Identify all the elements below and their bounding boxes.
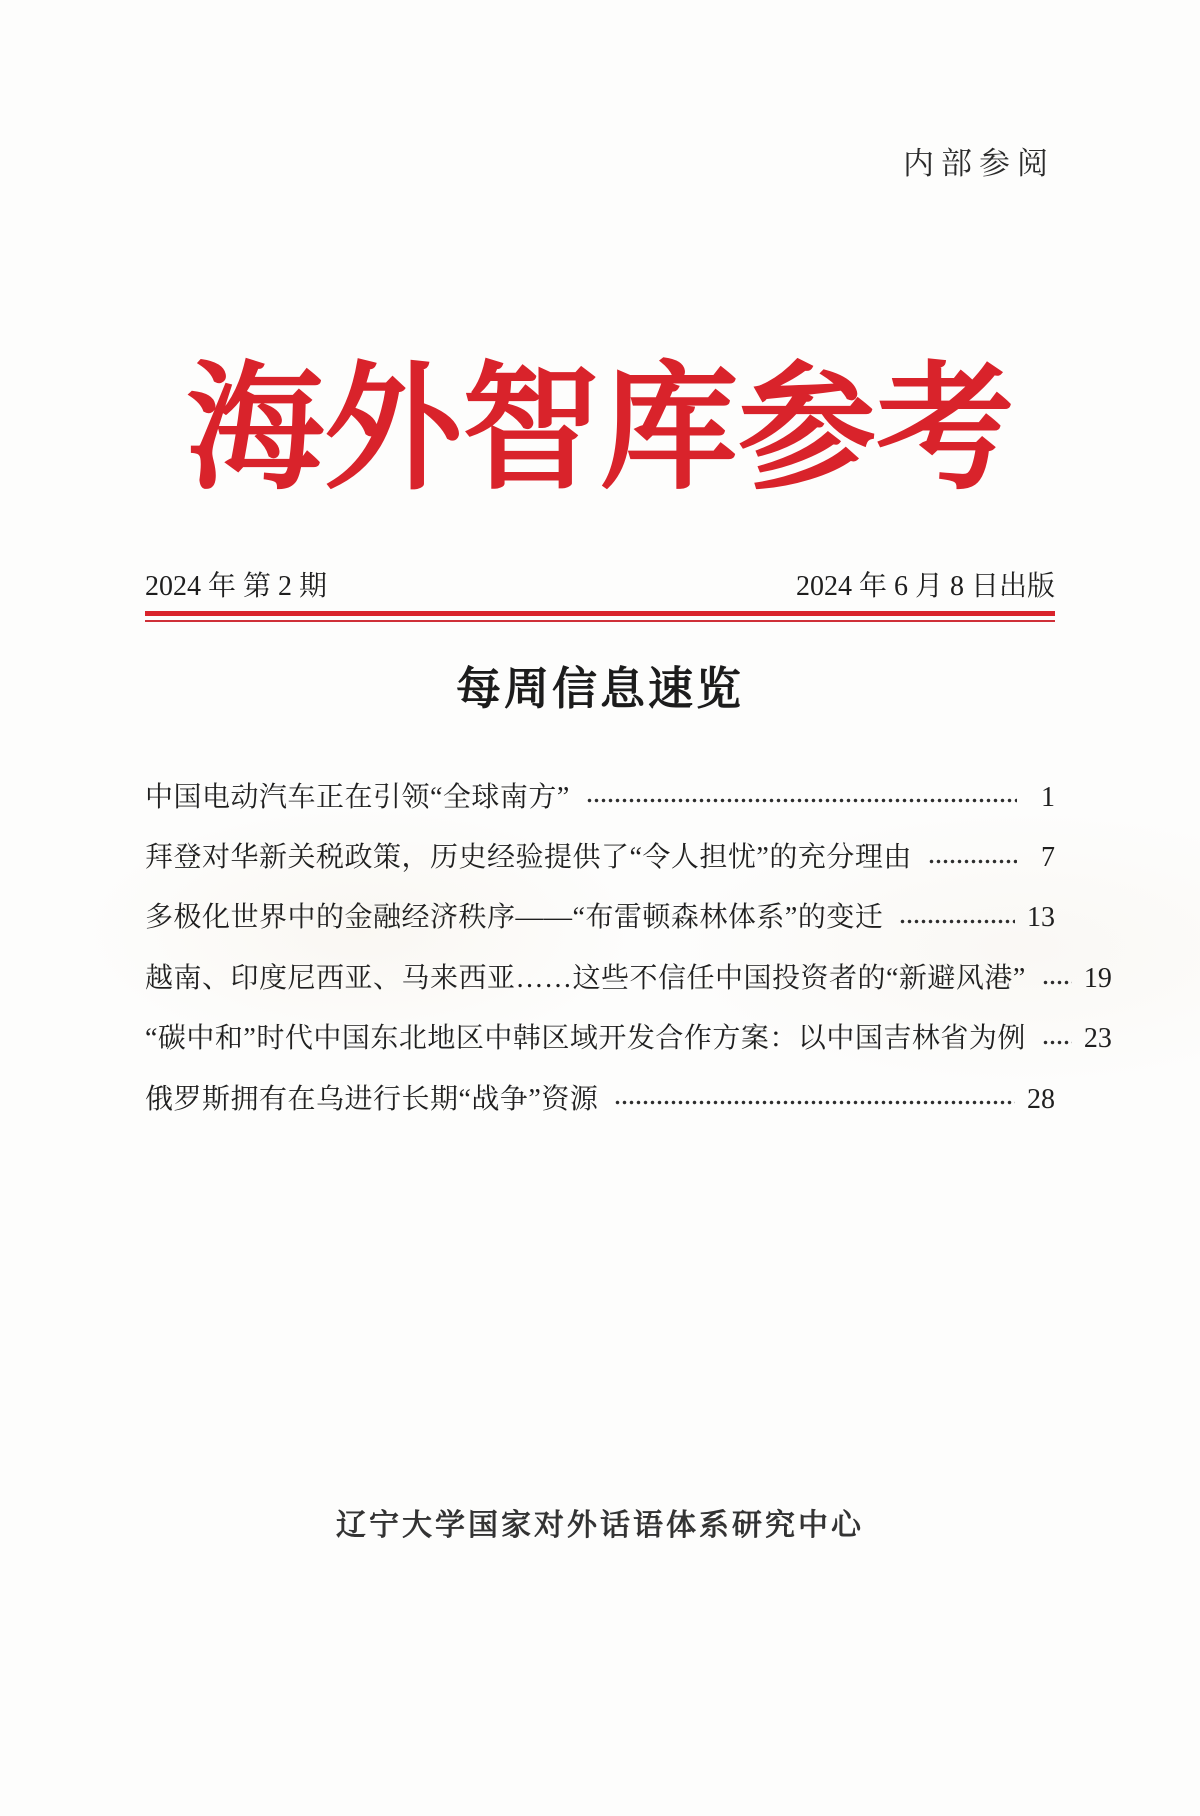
- toc-item: [145, 900, 1055, 936]
- dotted-leader: [614, 1100, 1015, 1105]
- divider-thick-rule: [145, 611, 1055, 616]
- toc-item-title: 多极化世界中的金融经济秩序——“布雷顿森林体系”的变迁: [145, 902, 884, 934]
- toc-item: [145, 780, 1055, 816]
- toc-item: [145, 1082, 1055, 1118]
- toc-item-title: 越南、印度尼西亚、马来西亚……这些不信任中国投资者的“新避风港”: [145, 962, 1026, 994]
- dotted-leader: [899, 919, 1015, 924]
- issue-number: 2024 年 第 2 期: [145, 571, 328, 603]
- divider-thin-rule: [145, 620, 1055, 622]
- dotted-leader: [928, 859, 1017, 864]
- toc-item-title: 拜登对华新关税政策，历史经验提供了“令人担忧”的充分理由: [145, 842, 912, 874]
- dotted-leader: [586, 798, 1017, 803]
- classification-label: 内部参阅: [903, 146, 1055, 181]
- toc-item-title: 中国电动汽车正在引领“全球南方”: [145, 781, 570, 813]
- footer-organization: 辽宁大学国家对外话语体系研究中心: [336, 1509, 864, 1543]
- toc-item: [145, 1021, 1112, 1057]
- toc-page-number: 23: [1083, 1023, 1112, 1055]
- toc-page-number: 7: [1041, 842, 1055, 874]
- toc-page-number: 13: [1027, 902, 1055, 934]
- toc-item: [145, 840, 1055, 876]
- document-page: [0, 146, 1200, 1816]
- toc-page-number: 19: [1083, 962, 1112, 994]
- toc-item-title: “碳中和”时代中国东北地区中韩区域开发合作方案：以中国吉林省为例: [145, 1023, 1026, 1055]
- dotted-leader: [1042, 1040, 1072, 1045]
- toc-page-number: 1: [1041, 781, 1055, 813]
- section-title: 每周信息速览: [455, 663, 744, 715]
- publish-date: 2024 年 6 月 8 日出版: [795, 571, 1055, 603]
- toc-page-number: 28: [1027, 1083, 1055, 1115]
- publication-title: 海外智库参考: [185, 352, 1014, 506]
- issue-row: [145, 572, 1055, 603]
- toc-list: [145, 780, 1112, 1118]
- toc-item: [145, 961, 1112, 997]
- toc-item-title: 俄罗斯拥有在乌进行长期“战争”资源: [145, 1083, 599, 1115]
- dotted-leader: [1042, 980, 1072, 985]
